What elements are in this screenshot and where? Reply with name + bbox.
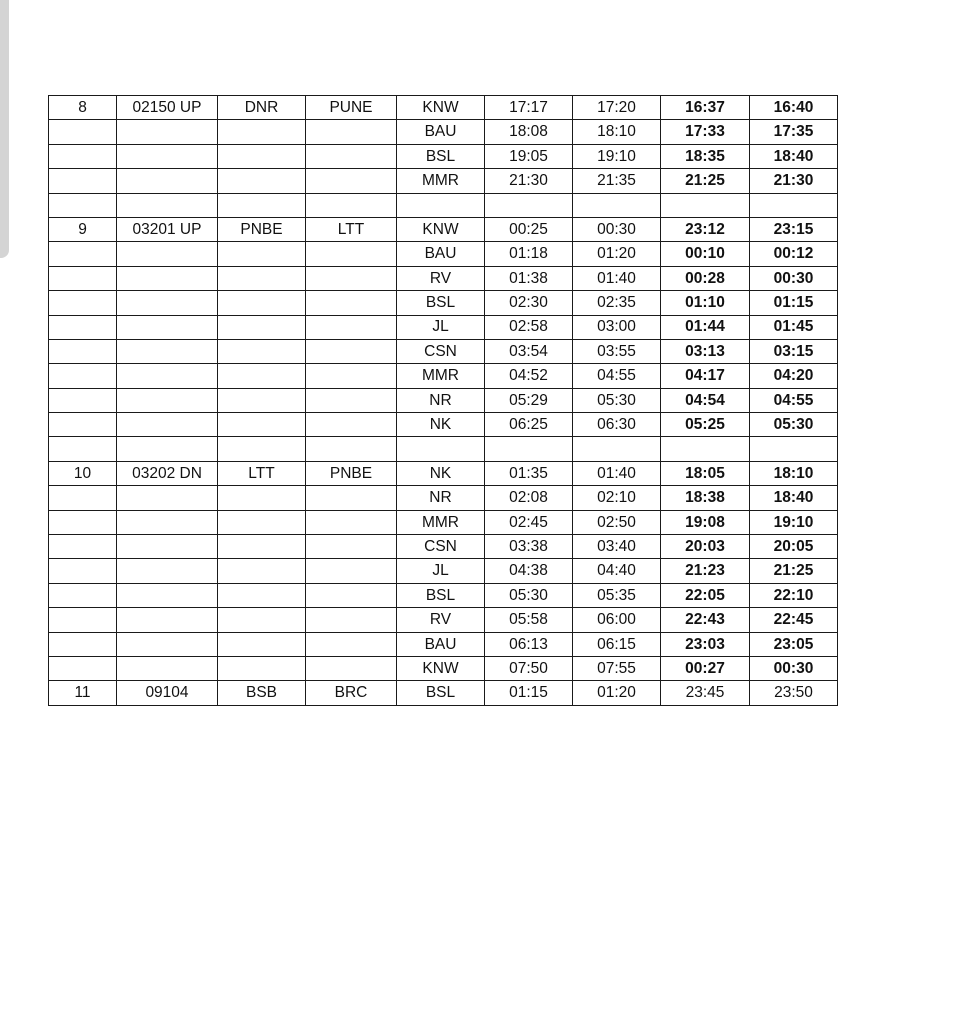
origin-station-cell [218, 339, 306, 363]
table-row [49, 217, 838, 241]
empty-cell [117, 437, 218, 461]
revised-departure-time-cell: 19:10 [750, 510, 838, 534]
empty-cell [573, 437, 661, 461]
table-row [49, 388, 838, 412]
serial-number-cell [49, 632, 117, 656]
table-row [49, 559, 838, 583]
destination-station-cell [306, 315, 397, 339]
halt-station-cell: RV [397, 608, 485, 632]
destination-station-cell [306, 559, 397, 583]
revised-arrival-time-cell: 00:28 [661, 266, 750, 290]
empty-cell [49, 437, 117, 461]
arrival-time-cell: 21:30 [485, 169, 573, 193]
departure-time-cell: 03:40 [573, 535, 661, 559]
destination-station-cell: PNBE [306, 461, 397, 485]
serial-number-cell [49, 339, 117, 363]
train-number-cell [117, 535, 218, 559]
revised-arrival-time-cell: 01:10 [661, 291, 750, 315]
departure-time-cell: 01:20 [573, 681, 661, 705]
origin-station-cell [218, 583, 306, 607]
origin-station-cell: DNR [218, 96, 306, 120]
serial-number-cell [49, 120, 117, 144]
arrival-time-cell: 04:38 [485, 559, 573, 583]
revised-arrival-time-cell: 16:37 [661, 96, 750, 120]
arrival-time-cell: 04:52 [485, 364, 573, 388]
origin-station-cell: LTT [218, 461, 306, 485]
revised-arrival-time-cell: 00:27 [661, 656, 750, 680]
revised-arrival-time-cell: 00:10 [661, 242, 750, 266]
table-row [49, 266, 838, 290]
destination-station-cell [306, 144, 397, 168]
train-number-cell [117, 364, 218, 388]
revised-arrival-time-cell: 22:05 [661, 583, 750, 607]
revised-departure-time-cell: 01:15 [750, 291, 838, 315]
origin-station-cell [218, 486, 306, 510]
revised-arrival-time-cell: 17:33 [661, 120, 750, 144]
halt-station-cell: MMR [397, 510, 485, 534]
revised-arrival-time-cell: 18:05 [661, 461, 750, 485]
revised-arrival-time-cell: 20:03 [661, 535, 750, 559]
train-number-cell [117, 583, 218, 607]
table-row [49, 96, 838, 120]
table-row [49, 364, 838, 388]
table-row [49, 339, 838, 363]
serial-number-cell [49, 291, 117, 315]
departure-time-cell: 01:40 [573, 461, 661, 485]
departure-time-cell: 03:55 [573, 339, 661, 363]
revised-arrival-time-cell: 03:13 [661, 339, 750, 363]
serial-number-cell: 8 [49, 96, 117, 120]
arrival-time-cell: 17:17 [485, 96, 573, 120]
departure-time-cell: 05:35 [573, 583, 661, 607]
table-row [49, 510, 838, 534]
table-row [49, 120, 838, 144]
halt-station-cell: BAU [397, 632, 485, 656]
table-row [49, 608, 838, 632]
departure-time-cell: 03:00 [573, 315, 661, 339]
destination-station-cell [306, 169, 397, 193]
table-row [49, 413, 838, 437]
origin-station-cell [218, 364, 306, 388]
revised-arrival-time-cell: 01:44 [661, 315, 750, 339]
revised-arrival-time-cell: 05:25 [661, 413, 750, 437]
departure-time-cell: 21:35 [573, 169, 661, 193]
departure-time-cell: 01:20 [573, 242, 661, 266]
arrival-time-cell: 01:35 [485, 461, 573, 485]
arrival-time-cell: 02:58 [485, 315, 573, 339]
destination-station-cell [306, 535, 397, 559]
train-number-cell [117, 486, 218, 510]
table-row [49, 169, 838, 193]
arrival-time-cell: 03:38 [485, 535, 573, 559]
revised-departure-time-cell: 16:40 [750, 96, 838, 120]
origin-station-cell [218, 169, 306, 193]
departure-time-cell: 04:40 [573, 559, 661, 583]
train-number-cell [117, 169, 218, 193]
departure-time-cell: 06:15 [573, 632, 661, 656]
empty-cell [49, 193, 117, 217]
halt-station-cell: MMR [397, 169, 485, 193]
train-number-cell: 03202 DN [117, 461, 218, 485]
empty-cell [573, 193, 661, 217]
origin-station-cell [218, 144, 306, 168]
table-row [49, 315, 838, 339]
train-number-cell [117, 656, 218, 680]
serial-number-cell [49, 266, 117, 290]
destination-station-cell: PUNE [306, 96, 397, 120]
destination-station-cell [306, 388, 397, 412]
train-number-cell: 09104 [117, 681, 218, 705]
table-row [49, 144, 838, 168]
revised-departure-time-cell: 00:12 [750, 242, 838, 266]
table-row [49, 681, 838, 705]
train-number-cell [117, 339, 218, 363]
destination-station-cell [306, 413, 397, 437]
table-row [49, 461, 838, 485]
empty-cell [306, 193, 397, 217]
destination-station-cell [306, 364, 397, 388]
empty-cell [661, 437, 750, 461]
revised-departure-time-cell: 20:05 [750, 535, 838, 559]
train-number-cell [117, 291, 218, 315]
origin-station-cell: BSB [218, 681, 306, 705]
table-row [49, 242, 838, 266]
train-number-cell [117, 608, 218, 632]
empty-cell [397, 437, 485, 461]
halt-station-cell: BSL [397, 681, 485, 705]
serial-number-cell [49, 169, 117, 193]
revised-departure-time-cell: 18:40 [750, 144, 838, 168]
table-row [49, 535, 838, 559]
revised-departure-time-cell: 01:45 [750, 315, 838, 339]
arrival-time-cell: 01:18 [485, 242, 573, 266]
departure-time-cell: 01:40 [573, 266, 661, 290]
empty-cell [218, 437, 306, 461]
origin-station-cell [218, 388, 306, 412]
revised-departure-time-cell: 00:30 [750, 656, 838, 680]
departure-time-cell: 18:10 [573, 120, 661, 144]
origin-station-cell [218, 632, 306, 656]
destination-station-cell [306, 266, 397, 290]
destination-station-cell: LTT [306, 217, 397, 241]
train-number-cell: 02150 UP [117, 96, 218, 120]
empty-cell [306, 437, 397, 461]
train-number-cell [117, 413, 218, 437]
halt-station-cell: KNW [397, 96, 485, 120]
departure-time-cell: 06:00 [573, 608, 661, 632]
halt-station-cell: NR [397, 388, 485, 412]
halt-station-cell: BAU [397, 120, 485, 144]
revised-departure-time-cell: 21:25 [750, 559, 838, 583]
destination-station-cell [306, 291, 397, 315]
serial-number-cell [49, 144, 117, 168]
origin-station-cell [218, 315, 306, 339]
separator-row [49, 193, 838, 217]
arrival-time-cell: 05:30 [485, 583, 573, 607]
departure-time-cell: 04:55 [573, 364, 661, 388]
revised-arrival-time-cell: 04:17 [661, 364, 750, 388]
table-row [49, 291, 838, 315]
serial-number-cell [49, 559, 117, 583]
destination-station-cell [306, 583, 397, 607]
halt-station-cell: NK [397, 413, 485, 437]
arrival-time-cell: 03:54 [485, 339, 573, 363]
arrival-time-cell: 01:15 [485, 681, 573, 705]
departure-time-cell: 02:35 [573, 291, 661, 315]
arrival-time-cell: 02:45 [485, 510, 573, 534]
revised-departure-time-cell: 18:40 [750, 486, 838, 510]
halt-station-cell: CSN [397, 339, 485, 363]
empty-cell [397, 193, 485, 217]
serial-number-cell [49, 510, 117, 534]
revised-arrival-time-cell: 18:35 [661, 144, 750, 168]
train-number-cell [117, 388, 218, 412]
serial-number-cell [49, 583, 117, 607]
table-row [49, 632, 838, 656]
revised-departure-time-cell: 17:35 [750, 120, 838, 144]
halt-station-cell: BSL [397, 583, 485, 607]
revised-departure-time-cell: 05:30 [750, 413, 838, 437]
arrival-time-cell: 06:13 [485, 632, 573, 656]
train-number-cell [117, 144, 218, 168]
revised-departure-time-cell: 04:20 [750, 364, 838, 388]
departure-time-cell: 00:30 [573, 217, 661, 241]
origin-station-cell [218, 535, 306, 559]
origin-station-cell [218, 242, 306, 266]
origin-station-cell [218, 656, 306, 680]
revised-departure-time-cell: 23:05 [750, 632, 838, 656]
destination-station-cell [306, 510, 397, 534]
revised-departure-time-cell: 22:10 [750, 583, 838, 607]
revised-departure-time-cell: 22:45 [750, 608, 838, 632]
destination-station-cell [306, 632, 397, 656]
destination-station-cell [306, 242, 397, 266]
serial-number-cell [49, 486, 117, 510]
halt-station-cell: KNW [397, 656, 485, 680]
train-number-cell [117, 266, 218, 290]
origin-station-cell [218, 413, 306, 437]
train-number-cell [117, 120, 218, 144]
destination-station-cell [306, 120, 397, 144]
train-number-cell [117, 510, 218, 534]
serial-number-cell [49, 413, 117, 437]
train-number-cell [117, 632, 218, 656]
serial-number-cell [49, 315, 117, 339]
destination-station-cell [306, 656, 397, 680]
revised-arrival-time-cell: 18:38 [661, 486, 750, 510]
serial-number-cell: 9 [49, 217, 117, 241]
halt-station-cell: BSL [397, 291, 485, 315]
halt-station-cell: NK [397, 461, 485, 485]
revised-departure-time-cell: 04:55 [750, 388, 838, 412]
revised-departure-time-cell: 23:15 [750, 217, 838, 241]
revised-departure-time-cell: 00:30 [750, 266, 838, 290]
empty-cell [661, 193, 750, 217]
serial-number-cell [49, 242, 117, 266]
departure-time-cell: 02:10 [573, 486, 661, 510]
arrival-time-cell: 07:50 [485, 656, 573, 680]
revised-arrival-time-cell: 21:23 [661, 559, 750, 583]
arrival-time-cell: 01:38 [485, 266, 573, 290]
origin-station-cell [218, 608, 306, 632]
halt-station-cell: JL [397, 559, 485, 583]
empty-cell [750, 437, 838, 461]
empty-cell [750, 193, 838, 217]
revised-departure-time-cell: 18:10 [750, 461, 838, 485]
arrival-time-cell: 02:08 [485, 486, 573, 510]
serial-number-cell: 10 [49, 461, 117, 485]
destination-station-cell [306, 608, 397, 632]
train-number-cell [117, 315, 218, 339]
halt-station-cell: NR [397, 486, 485, 510]
arrival-time-cell: 19:05 [485, 144, 573, 168]
departure-time-cell: 02:50 [573, 510, 661, 534]
arrival-time-cell: 00:25 [485, 217, 573, 241]
table-row [49, 656, 838, 680]
separator-row [49, 437, 838, 461]
serial-number-cell [49, 656, 117, 680]
destination-station-cell: BRC [306, 681, 397, 705]
empty-cell [218, 193, 306, 217]
origin-station-cell [218, 559, 306, 583]
revised-arrival-time-cell: 19:08 [661, 510, 750, 534]
destination-station-cell [306, 486, 397, 510]
halt-station-cell: BAU [397, 242, 485, 266]
train-number-cell [117, 242, 218, 266]
revised-arrival-time-cell: 04:54 [661, 388, 750, 412]
revised-arrival-time-cell: 23:12 [661, 217, 750, 241]
table-row [49, 583, 838, 607]
arrival-time-cell: 06:25 [485, 413, 573, 437]
empty-cell [485, 193, 573, 217]
arrival-time-cell: 05:29 [485, 388, 573, 412]
serial-number-cell [49, 388, 117, 412]
train-timetable [48, 95, 838, 706]
arrival-time-cell: 02:30 [485, 291, 573, 315]
origin-station-cell [218, 291, 306, 315]
serial-number-cell [49, 535, 117, 559]
origin-station-cell [218, 510, 306, 534]
page-edge-shadow [0, 0, 9, 258]
departure-time-cell: 17:20 [573, 96, 661, 120]
serial-number-cell [49, 608, 117, 632]
timetable-body [49, 96, 838, 706]
table-row [49, 486, 838, 510]
revised-arrival-time-cell: 22:43 [661, 608, 750, 632]
departure-time-cell: 19:10 [573, 144, 661, 168]
departure-time-cell: 06:30 [573, 413, 661, 437]
serial-number-cell [49, 364, 117, 388]
arrival-time-cell: 05:58 [485, 608, 573, 632]
halt-station-cell: CSN [397, 535, 485, 559]
arrival-time-cell: 18:08 [485, 120, 573, 144]
serial-number-cell: 11 [49, 681, 117, 705]
train-number-cell: 03201 UP [117, 217, 218, 241]
revised-arrival-time-cell: 21:25 [661, 169, 750, 193]
train-number-cell [117, 559, 218, 583]
revised-arrival-time-cell: 23:03 [661, 632, 750, 656]
halt-station-cell: KNW [397, 217, 485, 241]
departure-time-cell: 05:30 [573, 388, 661, 412]
origin-station-cell [218, 120, 306, 144]
halt-station-cell: RV [397, 266, 485, 290]
empty-cell [117, 193, 218, 217]
halt-station-cell: BSL [397, 144, 485, 168]
destination-station-cell [306, 339, 397, 363]
origin-station-cell: PNBE [218, 217, 306, 241]
halt-station-cell: MMR [397, 364, 485, 388]
empty-cell [485, 437, 573, 461]
halt-station-cell: JL [397, 315, 485, 339]
revised-departure-time-cell: 03:15 [750, 339, 838, 363]
departure-time-cell: 07:55 [573, 656, 661, 680]
origin-station-cell [218, 266, 306, 290]
revised-departure-time-cell: 23:50 [750, 681, 838, 705]
revised-arrival-time-cell: 23:45 [661, 681, 750, 705]
revised-departure-time-cell: 21:30 [750, 169, 838, 193]
